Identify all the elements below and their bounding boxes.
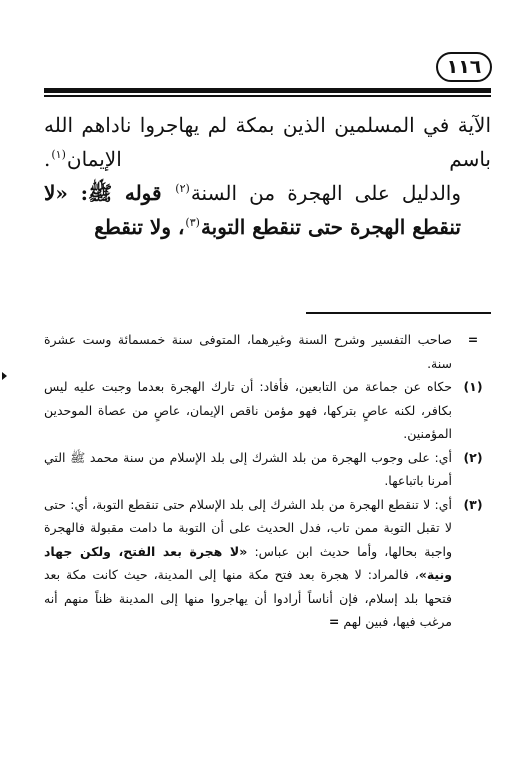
footnote-text: صاحب التفسير وشرح السنة وغيرهما، المتوفى سنة خمسمائة وست عشرة سنة. <box>44 332 452 371</box>
footnote-ref-3: (٣) <box>185 216 200 230</box>
continuation-mark: = <box>328 614 340 629</box>
header-rule-thin <box>44 95 491 97</box>
paragraph-2 <box>44 176 491 244</box>
footnote-ref-2: (٢) <box>175 182 190 196</box>
footnote-1 <box>44 375 494 446</box>
footnote-3 <box>44 493 494 634</box>
paragraph-2-hadith: قوله ﷺ: «لا تنقطع الهجرة حتى تنقطع التوبة <box>44 181 461 239</box>
footnote-marker: (٢) <box>463 449 483 465</box>
paragraph-1-end: . <box>44 147 51 171</box>
footnote-continued <box>44 328 494 375</box>
footnote-marker: (٣) <box>463 496 483 512</box>
paragraph-2-hadith-continued: ، ولا تنقطع <box>94 215 185 239</box>
footnote-text: أي: على وجوب الهجرة من بلد الشرك إلى بلد الإسلام من سنة محمد ﷺ التي أمرنا باتباعها. <box>44 449 452 488</box>
hadith-quote: «لا هجرة بعد الفتح، ولكن جهاد ونية» <box>44 543 452 582</box>
footnote-text-part: ، فالمراد: لا هجرة بعد فتح مكة منها إلى المدينة، حيث كانت مكة بعد فتحها بلد إسلام، فإن أناساً أرادوا أن يهاجروا منها إلى المدينة ظناً منهم أنه مرغب فيها، فبين لهم <box>44 567 452 629</box>
paragraph-1-text: الآية في المسلمين الذين بمكة لم يهاجروا ناداهم الله باسم الإيمان <box>44 113 491 171</box>
footnote-ref-1: (١) <box>51 148 66 162</box>
footnote-separator <box>306 312 491 314</box>
paragraph-1 <box>44 108 491 176</box>
header-rule-thick <box>44 88 491 93</box>
footnote-marker: = <box>467 332 479 347</box>
footnote-text: حكاه عن جماعة من التابعين، فأفاد: أن تارك الهجرة بعدما وجبت عليه ليس بكافر، لكنه عاصٍ بتركها، فهو مؤمن ناقص الإيمان، عاصٍ من عصاة الموحدين المؤمنين. <box>44 379 452 441</box>
footnote-text <box>44 493 452 634</box>
paragraph-2-text-a: والدليل على الهجرة من السنة <box>190 181 462 205</box>
page-edge-mark <box>2 372 7 380</box>
main-text <box>44 108 491 244</box>
footnote-text-part: أي: لا تنقطع الهجرة من بلد الشرك إلى بلد الإسلام حتى تنقطع التوبة، أي: حتى لا تقبل التوبة ممن تاب، فدل الحديث على أن التوبة ما دامت مقبولة فالهجرة واجبة بحالها، وأما حديث ابن عباس: <box>44 496 452 559</box>
page-number: ١١٦ <box>436 52 492 82</box>
footnote-marker: (١) <box>463 379 483 394</box>
footnotes <box>44 328 494 634</box>
footnote-2 <box>44 446 494 493</box>
